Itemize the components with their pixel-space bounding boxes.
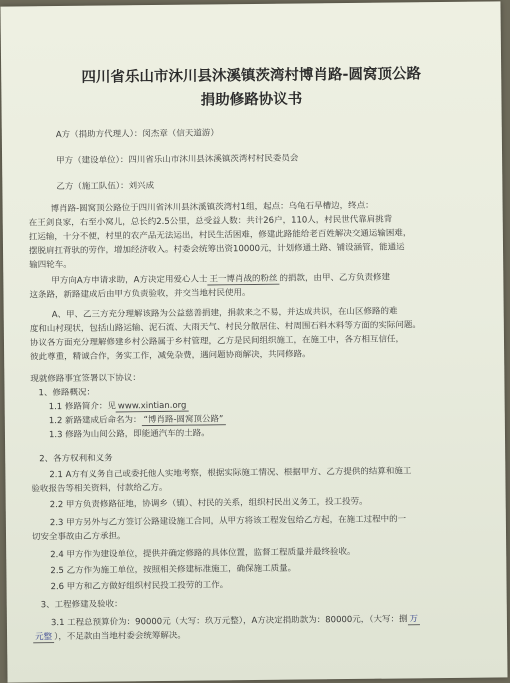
party-yi-value: 刘兴成 xyxy=(128,181,155,192)
section2-title: 2、各方权利和义务 xyxy=(39,453,113,465)
para2-post: 的捐款，由甲、乙方负责修建 xyxy=(279,272,391,284)
item-3-1-text: 3.1 工程总预算价为：90000元（大写：玖万元整），A方决定捐助款为：80000元，（大写：捌 xyxy=(50,614,408,629)
para3-line: A、甲、乙三方充分理解该路为公益慈善捐建，捐款来之不易，并达成共识，在山区修路的难 xyxy=(51,306,398,321)
para2-line2: 这条路，新路建成后由甲方负责验收，并交当地村民使用。 xyxy=(29,288,251,301)
party-jia-line xyxy=(56,151,494,167)
item-3-1-line1 xyxy=(51,613,499,629)
para2-pre: 甲方向A方申请求助，A方决定用爱心人士 xyxy=(51,274,208,287)
item-3-1-line2 xyxy=(33,627,499,643)
item-2-1-line: 2.1 A方有义务自己或委托他人实地考察，根据实际施工情况、根据甲方、乙方提供的结算和施工 xyxy=(49,466,412,481)
para3-line: 协议各方面充分理解修建乡村公路属于乡村管理，乙方是民间组织施工，在施工中，各方相互信任， xyxy=(29,334,405,349)
donor-name: 王一博肖战的粉丝 xyxy=(207,274,279,286)
para1-line: 博肖路-圆窝顶公路位于四川省沐川县沐溪镇茨湾村1组，起点：乌龟石旱槽边，终点： xyxy=(50,200,374,215)
agreement-intro: 现就修路事宜签署以下协议： xyxy=(30,373,141,385)
party-a-line xyxy=(56,125,494,141)
section3-title: 3、工程修建及验收： xyxy=(40,599,123,611)
item-1-1 xyxy=(49,397,497,413)
section1-title: 1、修路概况： xyxy=(38,387,95,399)
item-1-2 xyxy=(49,411,497,427)
party-yi-label: 乙方（施工队伍）： xyxy=(56,181,129,193)
party-a-value: 闵杰章（信天道游） xyxy=(142,128,219,140)
item-2-3-line: 2.3 甲方另外与乙方签订公路建设施工合同，从甲方将该工程发包给乙方起，在施工过程中的一 xyxy=(49,514,407,529)
item-1-2-label: 1.2 新路建成后命名为： xyxy=(48,415,142,427)
party-jia-value: 四川省乐山市沐川县沐溪镇茨湾村村民委员会 xyxy=(128,153,299,166)
para3-line: 度和山村现状，包括山路运输、泥石流、大雨天气、村民分散居住、村周围石料木料等方面的实际问题。 xyxy=(29,320,421,335)
handwritten-amount: 万 xyxy=(407,614,420,625)
item-1-1-label: 1.1 修路简介：见 xyxy=(48,401,116,413)
para1-line: 摆脱肩扛背驮的劳作，增加经济收入。村委会统筹出资10000元，计划修通土路、铺设涵管，能通运 xyxy=(28,242,405,257)
document-title-line2: 捐助修路协议书 xyxy=(200,91,303,109)
item-1-3: 1.3 修路为山间公路，即能通汽车的土路。 xyxy=(48,428,210,441)
party-a-label: A方（捐助方代理人）： xyxy=(55,129,143,141)
item-2-1-line: 验收报告等相关资料，付款给乙方。 xyxy=(31,482,168,495)
handwritten-amount-end: 元整 xyxy=(33,632,54,643)
party-jia-label: 甲方（建设单位）： xyxy=(56,155,129,167)
document-title-line1: 四川省乐山市沐川县沐溪镇茨湾村博肖路-圆窝顶公路 xyxy=(81,66,422,86)
para3-line: 彼此尊重，精诚合作，务实工作，减免杂费，遇问题协商解决，共同修路。 xyxy=(30,349,311,363)
para1-line: 扛运输，十分不便，村里的农产品无法运出，村民生活困难，修建此路能给老百姓解决交通运输困难， xyxy=(28,228,412,243)
item-3-1-text-end: ），不足款由当地村委会统筹解决。 xyxy=(54,630,186,643)
para1-line: 输四轮车。 xyxy=(29,259,72,271)
item-2-2: 2.2 甲方负责修路征地，协调乡（镇）、村民的关系，组织村民出义务工，投工投劳。 xyxy=(49,496,368,511)
item-2-3-line: 切安全事故由乙方承担。 xyxy=(31,531,126,543)
para1-line: 在王剑良家，右至小窝儿，总长约2.5公里，总受益人数：共计26户，110人，村民世代靠肩挑背 xyxy=(28,214,393,229)
party-yi-line xyxy=(56,177,494,193)
para2-line1 xyxy=(51,271,495,287)
item-2-4: 2.4 甲方作为建设单位，提供并确定修路的具体位置，监督工程质量并最终验收。 xyxy=(50,546,356,561)
item-2-5: 2.5 乙方作为施工单位，按照相关修建标准施工，确保施工质量。 xyxy=(50,563,297,577)
road-name: “博肖路-圆窝顶公路” xyxy=(141,414,225,426)
document-page xyxy=(0,1,507,682)
item-2-6: 2.6 甲方和乙方做好组织村民投工投劳的工作。 xyxy=(50,580,229,593)
website-link: www.xintian.org xyxy=(116,401,189,413)
